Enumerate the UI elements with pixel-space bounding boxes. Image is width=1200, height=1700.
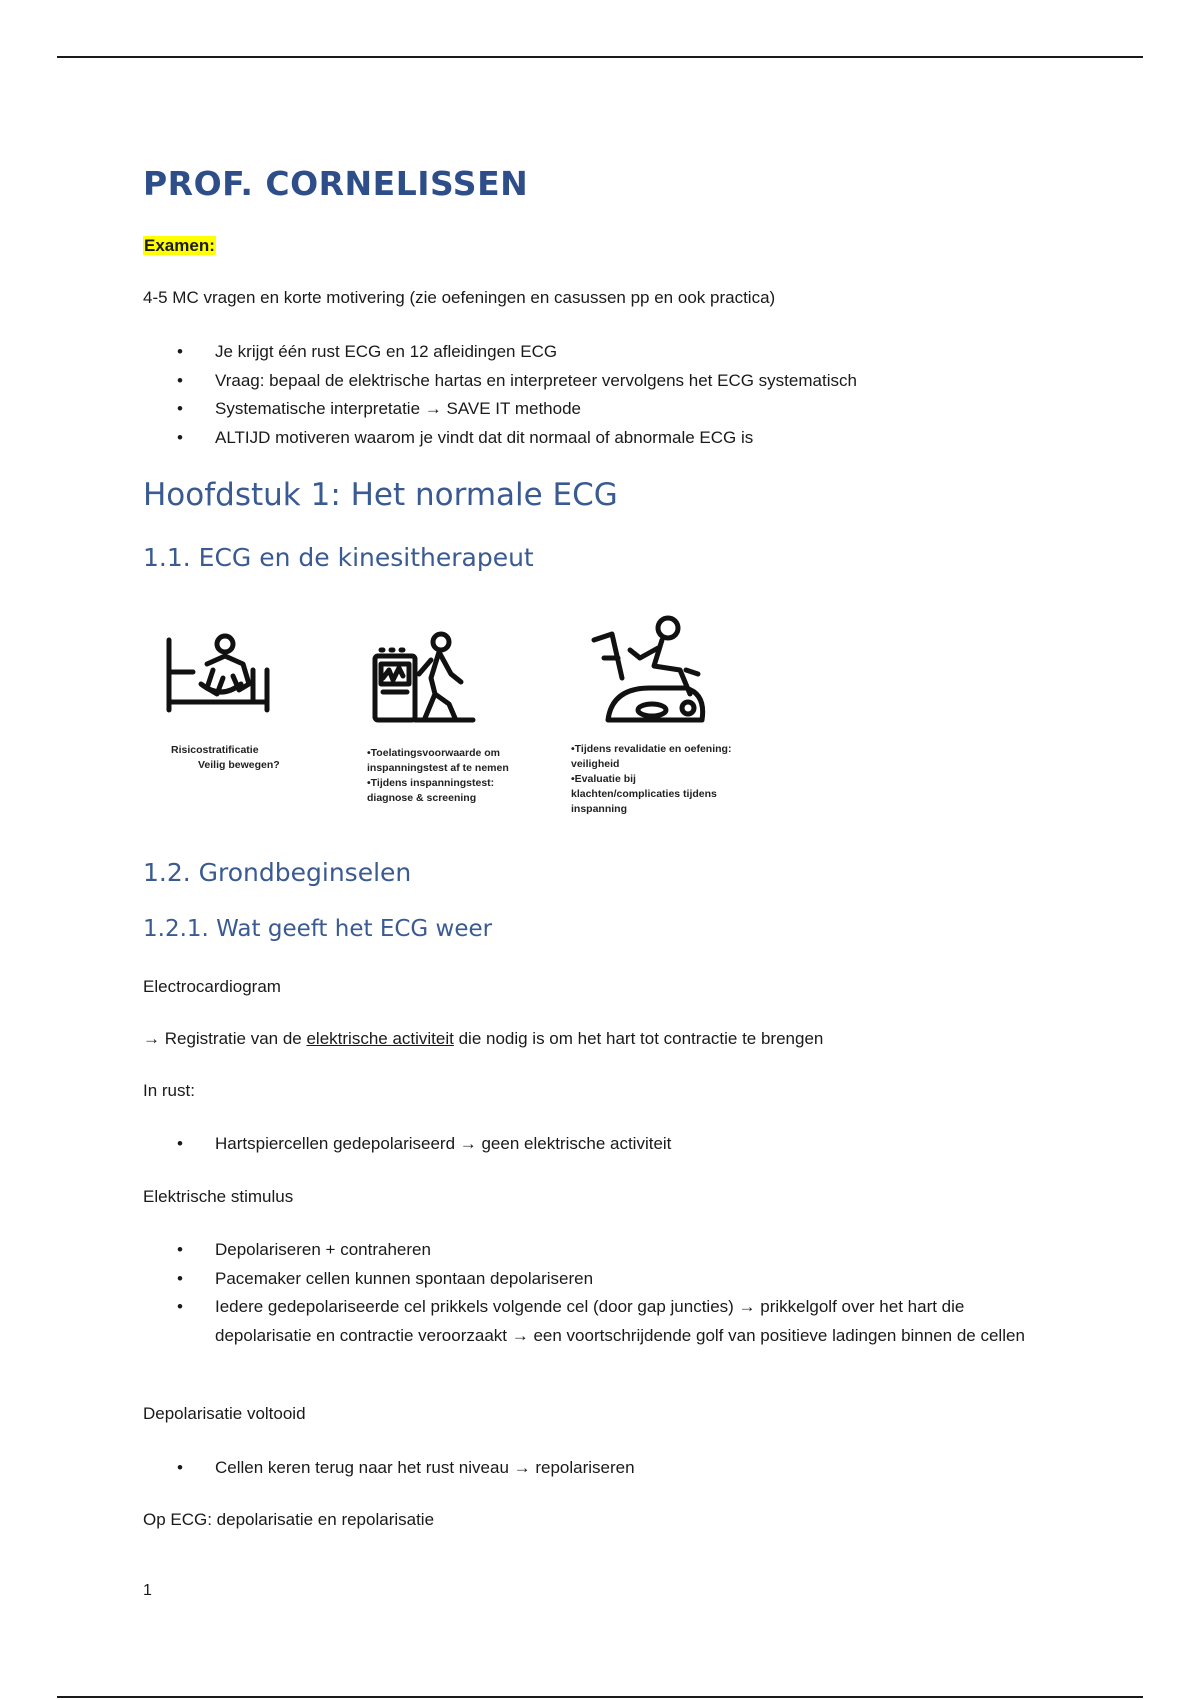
caption-panel1-line2: Veilig bewegen?: [198, 759, 280, 771]
patient-in-bed-icon: [163, 630, 273, 718]
list-item: • ALTIJD motiveren waarom je vindt dat dit normaal of abnormale ECG is: [143, 424, 857, 453]
list-item: • Systematische interpretatie → SAVE IT methode: [143, 395, 857, 424]
caption-panel2-line2: inspanningstest af te nemen: [367, 762, 509, 774]
paragraph-stimulus: Elektrische stimulus: [143, 1187, 294, 1206]
registratie-suffix: die nodig is om het hart tot contractie te brengen: [453, 1029, 824, 1048]
rust-bullet-list: [143, 1130, 671, 1159]
paragraph-in-rust: In rust:: [143, 1081, 195, 1100]
caption-panel2-line3: •Tijdens inspanningstest:: [367, 777, 495, 789]
exam-label-line: [143, 236, 216, 256]
exercise-bike-icon: [590, 614, 712, 728]
list-item: • Vraag: bepaal de elektrische hartas en interpreteer vervolgens het ECG systematisch: [143, 367, 857, 396]
exam-label: Examen:: [144, 236, 215, 255]
header-rule: [57, 56, 1143, 58]
list-item: • Hartspiercellen gedepolariseerd → geen elektrische activiteit: [143, 1130, 671, 1159]
paragraph-op-ecg: Op ECG: depolarisatie en repolarisatie: [143, 1510, 435, 1529]
list-item: • Iedere gedepolariseerde cel prikkels volgende cel (door gap juncties) → prikkelgolf over het hart die depolarisatie en contractie veroorzaakt → een voortschrijdende golf van positieve ladingen binnen de cellen: [143, 1293, 1035, 1350]
treadmill-test-icon: [369, 630, 479, 726]
section-heading-1-2: 1.2. Grondbeginselen: [143, 858, 412, 887]
caption-panel3-line5: inspanning: [571, 803, 627, 815]
exam-bullet-list: [143, 338, 857, 452]
registratie-underlined: elektrische activiteit: [306, 1029, 454, 1048]
registratie-prefix: → Registratie van de: [143, 1029, 307, 1048]
page-number: 1: [143, 1582, 152, 1599]
footer-rule: [57, 1696, 1143, 1698]
list-item: • Pacemaker cellen kunnen spontaan depolariseren: [143, 1265, 1035, 1294]
paragraph-electrocardiogram: Electrocardiogram: [143, 977, 281, 996]
caption-panel3-line1: •Tijdens revalidatie en oefening:: [571, 743, 732, 755]
caption-panel1-line1: Risicostratificatie: [171, 744, 259, 756]
section-heading-1-1: 1.1. ECG en de kinesitherapeut: [143, 543, 534, 572]
caption-panel3-line2: veiligheid: [571, 758, 620, 770]
paragraph-registratie: [143, 1029, 823, 1049]
list-item: • Depolariseren + contraheren: [143, 1236, 1035, 1265]
stimulus-bullet-list: [143, 1236, 1035, 1350]
chapter-heading: Hoofdstuk 1: Het normale ECG: [143, 477, 618, 513]
caption-panel2-line4: diagnose & screening: [367, 792, 477, 804]
exam-description: 4-5 MC vragen en korte motivering (zie oefeningen en casussen pp en ook practica): [143, 288, 776, 307]
caption-panel3-line4: klachten/complicaties tijdens: [571, 788, 717, 800]
list-item: • Je krijgt één rust ECG en 12 afleidingen ECG: [143, 338, 857, 367]
caption-panel3-line3: •Evaluatie bij: [571, 773, 636, 785]
list-item: • Cellen keren terug naar het rust niveau → repolariseren: [143, 1454, 635, 1483]
paragraph-voltooid: Depolarisatie voltooid: [143, 1404, 306, 1423]
caption-panel2-line1: •Toelatingsvoorwaarde om: [367, 747, 501, 759]
subsection-heading-1-2-1: 1.2.1. Wat geeft het ECG weer: [143, 916, 493, 942]
page-title: PROF. CORNELISSEN: [143, 164, 529, 203]
voltooid-bullet-list: [143, 1454, 635, 1483]
kinesitherapy-figure: [143, 600, 743, 830]
